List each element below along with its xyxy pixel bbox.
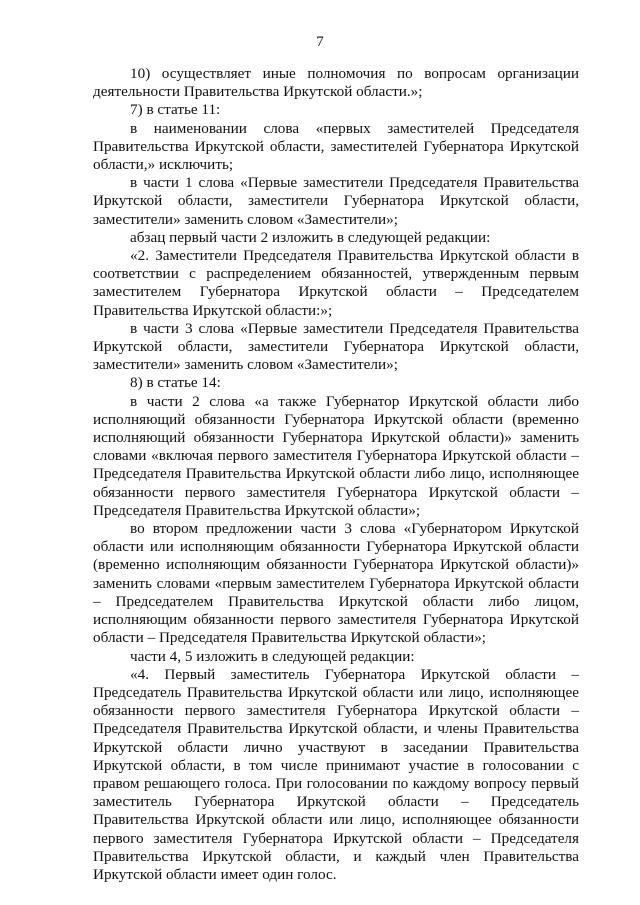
paragraph-article-14-parts-4-5-intro: части 4, 5 изложить в следующей редакции: <box>130 647 415 665</box>
paragraph-article-11-part-2-text: «2. Заместители Председателя Правительства Иркутской области в соответствии с распределением обязанностей, утвержденным первым заместителем Губернатора Иркутской области – Председателем Правительства Иркутской области:»; <box>93 247 579 319</box>
paragraph-article-14-part-4-text: «4. Первый заместитель Губернатора Иркутской области – Председатель Правительства Иркутской области или лицо, исполняющее обязанности первого заместителя Губернатора Иркутской области – Председателя Правительства Иркутской области, и члены Правительства Иркутской области лично участвуют в заседании Правительства Иркутской области, в том числе принимают участие в голосовании с правом решающего голоса. При голосовании по каждому вопросу первый заместитель Губернатора Иркутской области – Председатель Правительства Иркутской области или лицо, исполняющее обязанности первого заместителя Губернатора Иркутской области – Председателя Правительства Иркутской области, и каждый член Правительства Иркутской области имеет один голос. <box>93 665 579 883</box>
paragraph-article-11-part-3: в части 3 слова «Первые заместители Председателя Правительства Иркутской области, заместители Губернатора Иркутской области, заместители» заменить словом «Заместители»; <box>93 319 579 374</box>
document-body <box>93 65 579 884</box>
paragraph-article-11-title-change: в наименовании слова «первых заместителей Председателя Правительства Иркутской области, заместителей Губернатора Иркутской области,» исключить; <box>93 119 579 174</box>
paragraph-article-14-part-3: во втором предложении части 3 слова «Губернатором Иркутской области или исполняющим обязанности Губернатора Иркутской области (временно исполняющим обязанности Губернатора Иркутской области)» заменить словами «первым заместителем Губернатора Иркутской области – Председателем Правительства Иркутской области либо лицом, исполняющим обязанности первого заместителя Губернатора Иркутской области – Председателя Правительства Иркутской области»; <box>93 520 579 647</box>
paragraph-article-11-part-2-intro: абзац первый части 2 изложить в следующей редакции: <box>130 228 491 246</box>
paragraph-article-11-part-1: в части 1 слова «Первые заместители Председателя Правительства Иркутской области, заместители Губернатора Иркутской области, заместители» заменить словом «Заместители»; <box>93 174 579 228</box>
paragraph-article-11-heading: 7) в статье 11: <box>130 101 221 119</box>
paragraph-item-10: 10) осуществляет иные полномочия по вопросам организации деятельности Правительства Иркутской области.»; <box>93 65 579 101</box>
paragraph-article-14-part-2: в части 2 слова «а также Губернатор Иркутской области либо исполняющий обязанности Губернатора Иркутской области (временно исполняющий обязанности Губернатора Иркутской области)» заменить словами «включая первого заместителя Губернатора Иркутской области – Председателя Правительства Иркутской области либо лицо, исполняющее обязанности первого заместителя Губернатора Иркутской области – Председателя Правительства Иркутской области»; <box>93 392 579 519</box>
paragraph-article-14-heading: 8) в статье 14: <box>130 374 221 392</box>
page-number: 7 <box>316 34 324 50</box>
